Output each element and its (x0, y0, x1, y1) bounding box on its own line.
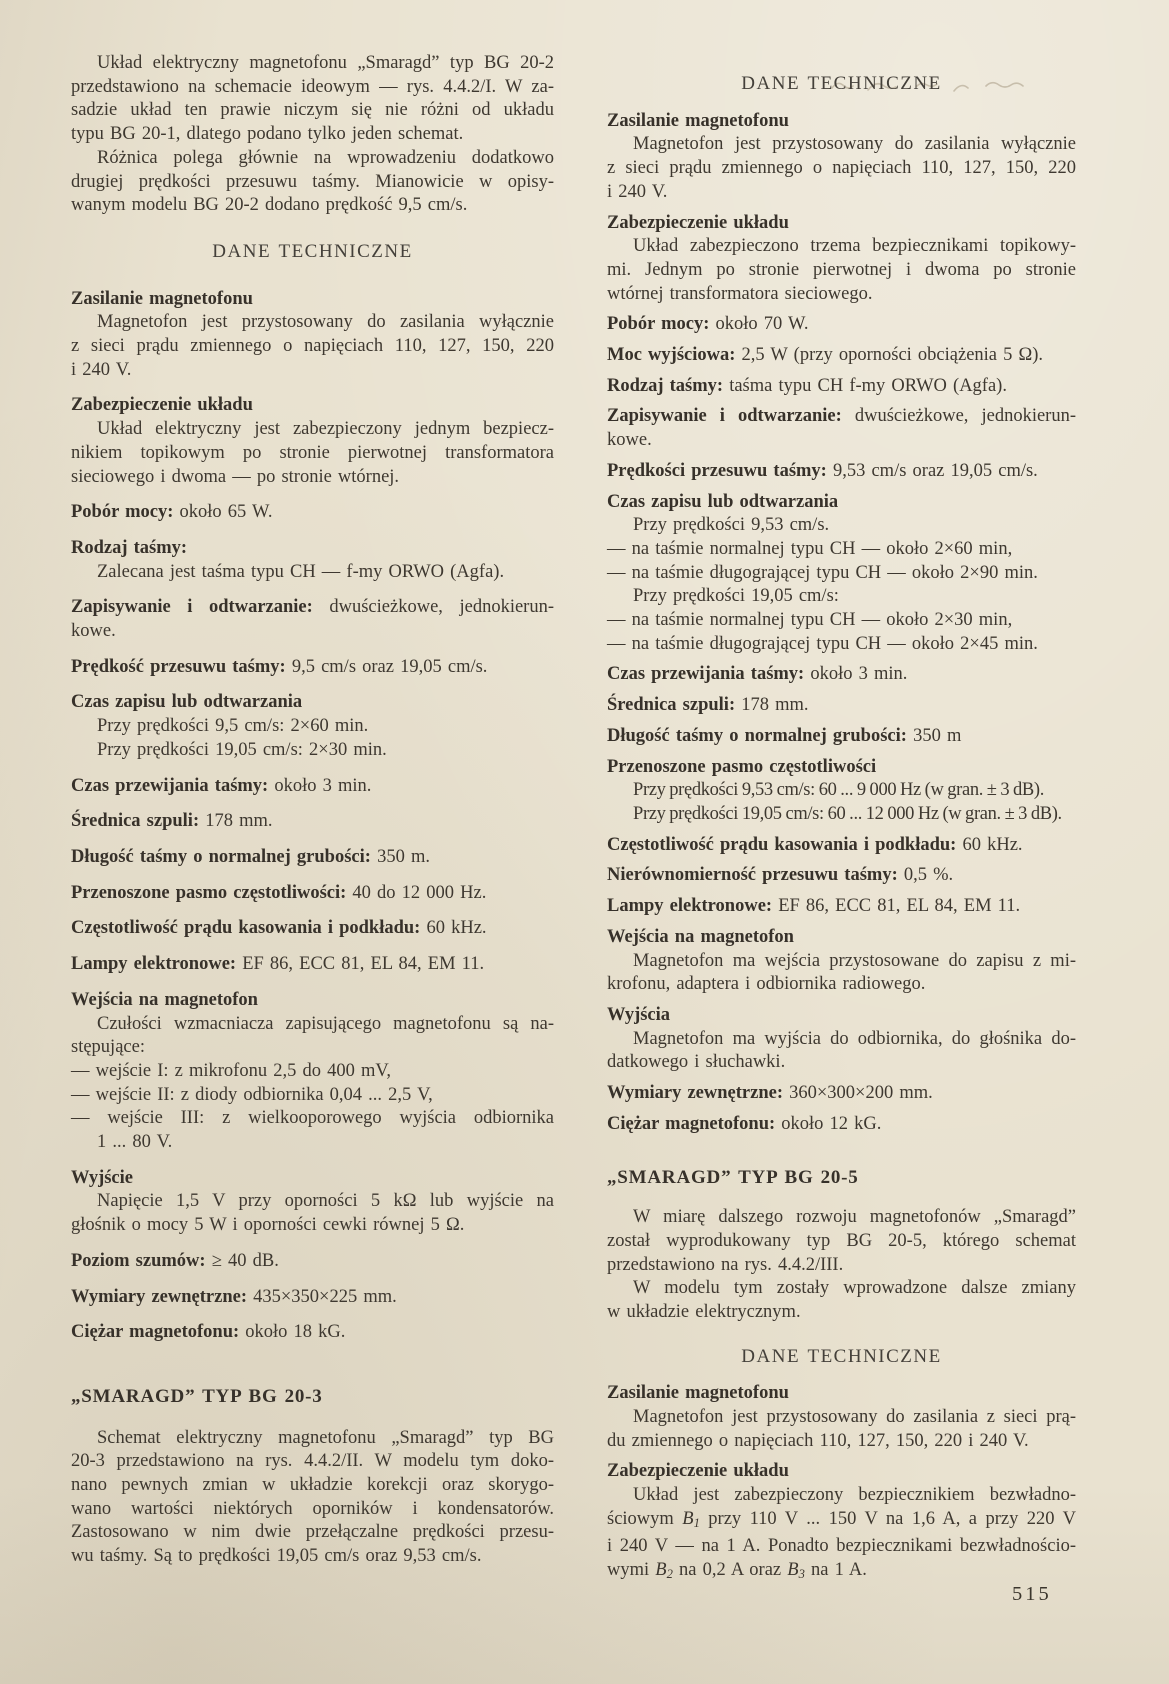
text-line: Zalecana jest taśma typu CH — f-my ORWO (Agfa). (97, 561, 505, 582)
spec-entry (607, 834, 1076, 858)
paragraph (71, 311, 554, 382)
paragraph (71, 561, 554, 585)
text-line: 1 ... 80 V. (97, 1132, 173, 1153)
text-line: DANE TECHNICZNE (741, 1345, 942, 1367)
subheading (71, 989, 554, 1013)
spec-entry (71, 501, 554, 525)
spec-entry (607, 460, 1076, 484)
text-line: Napięcie 1,5 V przy oporności 5 kΩ lub wyjście na (97, 1191, 554, 1212)
text-line: Ciężar magnetofonu: około 18 kG. (71, 1322, 346, 1343)
data-heading (71, 240, 554, 264)
text-line: Lampy elektronowe: EF 86, ECC 81, EL 84, EM 11. (71, 954, 485, 975)
subheading (607, 110, 1076, 134)
text-line: Układ jest zabezpieczony bezpiecznikiem bezwładno- (633, 1485, 1076, 1506)
spec-entry (607, 344, 1076, 368)
text-line: „SMARAGD” TYP BG 20-5 (607, 1167, 859, 1189)
text-line: Magnetofon jest przystosowany do zasilania wyłącznie (633, 134, 1076, 155)
spec-entry (71, 1321, 554, 1345)
text-line: głośnik o mocy 5 W i oporności cewki równej 5 Ω. (71, 1215, 465, 1236)
text-line: W modelu tym zostały wprowadzone dalsze zmiany (633, 1278, 1076, 1299)
text-line: Przy prędkości 19,05 cm/s: (633, 586, 839, 607)
text-line: i 240 V — na 1 A. Ponadto bezpiecznikami bezwładnościo- (607, 1536, 1076, 1557)
text-line: krofonu, adaptera i odbiornika radiowego. (607, 974, 926, 995)
text-line: nikiem topikowym po stronie pierwotnej transformatora (71, 442, 554, 463)
spec-entry (607, 1113, 1076, 1137)
subheading (607, 926, 1076, 950)
text-line: Magnetofon jest przystosowany do zasilania z sieci prą- (633, 1407, 1076, 1428)
spec-entry (607, 405, 1076, 452)
text-line: Zabezpieczenie układu (71, 395, 253, 416)
text-line: Moc wyjściowa: 2,5 W (przy oporności obciążenia 5 Ω). (607, 345, 1044, 366)
text-line: i 240 V. (607, 181, 668, 202)
text-line: przedstawiono na schemacie ideowym — rys. 4.4.2/I. W za- (71, 76, 554, 97)
paragraph (607, 1028, 1076, 1075)
paragraph (71, 147, 554, 218)
spec-entry (71, 1286, 554, 1310)
text-line: „SMARAGD” TYP BG 20-3 (71, 1385, 323, 1407)
text-line: wanym modelu BG 20-2 dodano prędkość 9,5 cm/s. (71, 195, 468, 216)
text-line: mi. Jednym po stronie pierwotnej i dwoma po stronie (607, 259, 1076, 280)
text-line: Częstotliwość prądu kasowania i podkładu: 60 kHz. (607, 834, 1023, 855)
text-line: wano wartości niektórych oporników i kondensatorów. (71, 1498, 554, 1519)
paragraph (71, 1427, 554, 1569)
subheading (607, 491, 1076, 515)
subheading (607, 1382, 1076, 1406)
text-line: Długość taśmy o normalnej grubości: 350 m. (71, 846, 430, 867)
subheading (607, 212, 1076, 236)
text-line: — na taśmie długogrającej typu CH — około 2×90 min. (607, 562, 1038, 583)
subheading (607, 1460, 1076, 1484)
text-line: kowe. (71, 621, 116, 642)
text-line: Rodzaj taśmy: taśma typu CH f-my ORWO (Agfa). (607, 375, 1007, 396)
text-line: Przy prędkości 19,05 cm/s: 2×30 min. (97, 739, 387, 760)
text-line: stępujące: (71, 1037, 145, 1058)
text-line: Czas przewijania taśmy: około 3 min. (607, 664, 908, 685)
text-line: Średnica szpuli: 178 mm. (71, 811, 273, 832)
text-line: Zastosowano w nim dwie przełączalne prędkości przesu- (71, 1522, 554, 1543)
text-line: 20-3 przedstawiono na rys. 4.4.2/II. W modelu tym doko- (71, 1451, 554, 1472)
paragraph (607, 1206, 1076, 1277)
text-line: Wymiary zewnętrzne: 360×300×200 mm. (607, 1083, 933, 1104)
text-line: Przenoszone pasmo częstotliwości: 40 do 12 000 Hz. (71, 882, 487, 903)
subheading (71, 288, 554, 312)
paragraph (71, 715, 554, 762)
text-line: — wejście I: z mikrofonu 2,5 do 400 mV, (71, 1060, 391, 1081)
spec-entry (71, 775, 554, 799)
text-line: Zabezpieczenie układu (607, 212, 789, 233)
text-line: — na taśmie długogrającej typu CH — około 2×45 min. (607, 633, 1038, 654)
page-number: 515 (1012, 1583, 1052, 1605)
text-line: Wejścia na magnetofon (607, 926, 794, 947)
text-line: du zmiennego o napięciach 110, 127, 150, 220 i 240 V. (607, 1430, 1029, 1451)
text-line: w układzie elektrycznym. (607, 1301, 801, 1322)
spec-entry (71, 917, 554, 941)
text-line: Wejścia na magnetofon (71, 989, 258, 1010)
text-line: Zasilanie magnetofonu (71, 288, 253, 309)
column-right (607, 52, 1076, 1587)
paragraph (607, 1406, 1076, 1453)
model-heading (71, 1385, 554, 1409)
text-line: wu taśmy. Są to prędkości 19,05 cm/s oraz 9,53 cm/s. (71, 1546, 482, 1567)
text-line: Przy prędkości 9,53 cm/s. (633, 515, 830, 536)
text-line: z sieci prądu zmiennego o napięciach 110, 127, 150, 220 (607, 158, 1076, 179)
text-line: Prędkość przesuwu taśmy: 9,5 cm/s oraz 19,05 cm/s. (71, 656, 488, 677)
paragraph (71, 1013, 554, 1155)
text-line: Magnetofon ma wejścia przystosowane do zapisu z mi- (633, 950, 1076, 971)
text-line: Zasilanie magnetofonu (607, 110, 789, 131)
subheading (71, 394, 554, 418)
text-line: Układ elektryczny magnetofonu „Smaragd” typ BG 20-2 (97, 53, 554, 73)
spec-entry (607, 864, 1076, 888)
text-line: — na taśmie normalnej typu CH — około 2×60 min, (607, 538, 1013, 559)
text-line: kowe. (607, 430, 652, 451)
paragraph (607, 133, 1076, 204)
spec-entry (607, 313, 1076, 337)
text-line: Wymiary zewnętrzne: 435×350×225 mm. (71, 1286, 397, 1307)
data-heading (607, 1345, 1076, 1369)
text-line: Pobór mocy: około 65 W. (71, 502, 273, 523)
text-line: Zasilanie magnetofonu (607, 1383, 789, 1404)
text-line: Magnetofon ma wyjścia do odbiornika, do głośnika do- (633, 1028, 1076, 1049)
text-line: Średnica szpuli: 178 mm. (607, 695, 809, 716)
spec-entry (607, 375, 1076, 399)
text-line: — wejście III: z wielkooporowego wyjścia odbiornika (71, 1108, 554, 1129)
text-line: Ciężar magnetofonu: około 12 kG. (607, 1113, 882, 1134)
text-line: Czas przewijania taśmy: około 3 min. (71, 775, 372, 796)
text-line: nano pewnych zmian w układzie korekcji oraz skorygo- (71, 1475, 554, 1496)
text-line: Wyjścia (607, 1004, 671, 1025)
text-line: Zabezpieczenie układu (607, 1461, 789, 1482)
text-line: przedstawiono na rys. 4.4.2/III. (607, 1254, 844, 1275)
text-line: Nierównomierność przesuwu taśmy: 0,5 %. (607, 865, 954, 886)
spec-entry (607, 725, 1076, 749)
text-line: Poziom szumów: ≥ 40 dB. (71, 1250, 279, 1271)
spec-entry (71, 537, 554, 561)
paragraph (607, 514, 1076, 656)
text-line: — wejście II: z diody odbiornika 0,04 ... 2,5 V, (71, 1084, 433, 1105)
spec-entry (607, 895, 1076, 919)
text-line: Przy prędkości 19,05 cm/s: 60 ... 12 000 Hz (w gran. ± 3 dB). (633, 803, 1062, 824)
subheading (71, 691, 554, 715)
paragraph (607, 779, 1076, 826)
paragraph (607, 235, 1076, 306)
text-line: W miarę dalszego rozwoju magnetofonów „Smaragd” (633, 1207, 1076, 1228)
text-line: Przy prędkości 9,5 cm/s: 2×60 min. (97, 716, 369, 737)
text-line: sadzie układ ten prawie niczym się nie różni od układu (71, 100, 554, 121)
subheading (71, 1167, 554, 1191)
text-line: Czułości wzmacniacza zapisującego magnetofonu są na- (97, 1013, 554, 1034)
text-line: Prędkości przesuwu taśmy: 9,53 cm/s oraz 19,05 cm/s. (607, 460, 1038, 481)
text-line: wtórnej transformatora sieciowego. (607, 283, 873, 304)
paragraph (71, 418, 554, 489)
text-line: datkowego i słuchawki. (607, 1052, 786, 1073)
subheading (607, 756, 1076, 780)
paragraph (607, 1277, 1076, 1324)
subheading (607, 1004, 1076, 1028)
text-line: Pobór mocy: około 70 W. (607, 314, 809, 335)
text-line: Czas zapisu lub odtwarzania (71, 692, 303, 713)
spec-entry (71, 1250, 554, 1274)
text-line: Czas zapisu lub odtwarzania (607, 491, 839, 512)
spec-entry (71, 810, 554, 834)
spec-entry (71, 596, 554, 643)
text-line: Zapisywanie i odtwarzanie: dwuścieżkowe, jednokierun- (607, 406, 1076, 427)
spec-entry (71, 882, 554, 906)
spec-entry (71, 953, 554, 977)
text-line: Częstotliwość prądu kasowania i podkładu: 60 kHz. (71, 918, 487, 939)
text-line: — na taśmie normalnej typu CH — około 2×30 min, (607, 610, 1013, 631)
spec-entry (71, 846, 554, 870)
text-line: Układ elektryczny jest zabezpieczony jednym bezpiecz- (97, 419, 554, 440)
text-line: i 240 V. (71, 359, 132, 380)
text-line: został wyprodukowany typ BG 20-5, którego schemat (607, 1230, 1076, 1251)
paragraph (71, 52, 554, 147)
text-line: Różnica polega głównie na wprowadzeniu dodatkowo (97, 147, 554, 168)
text-line: drugiej prędkości przesuwu taśmy. Mianowicie w opisy- (71, 171, 554, 192)
text-line: z sieci prądu zmiennego o napięciach 110, 127, 150, 220 (71, 336, 554, 357)
spec-entry (607, 1082, 1076, 1106)
text-line: Zapisywanie i odtwarzanie: dwuścieżkowe, jednokierun- (71, 597, 554, 618)
paragraph (607, 1484, 1076, 1586)
text-line: Przy prędkości 9,53 cm/s: 60 ... 9 000 Hz (w gran. ± 3 dB). (633, 780, 1045, 801)
text-line: sieciowego i dwoma — po stronie wtórnej. (71, 466, 400, 487)
text-line: Wyjście (71, 1167, 133, 1188)
text-line: Układ zabezpieczono trzema bezpiecznikami topikowy- (633, 236, 1076, 257)
model-heading (607, 1166, 1076, 1190)
text-line: Magnetofon jest przystosowany do zasilania wyłącznie (97, 312, 554, 333)
data-heading (607, 72, 1076, 96)
spec-entry (607, 663, 1076, 687)
spec-entry (71, 656, 554, 680)
paragraph (607, 950, 1076, 997)
text-line: Lampy elektronowe: EF 86, ECC 81, EL 84, EM 11. (607, 896, 1021, 917)
spec-entry (607, 694, 1076, 718)
text-line: wymi B2 na 0,2 A oraz B3 na 1 A. (607, 1560, 867, 1581)
paragraph (71, 1190, 554, 1237)
text-line: DANE TECHNICZNE (741, 73, 942, 94)
text-line: Rodzaj taśmy: (71, 537, 188, 558)
text-line: Schemat elektryczny magnetofonu „Smaragd” typ BG (97, 1427, 554, 1448)
text-line: ściowym B1 przy 110 V ... 150 V na 1,6 A, a przy 220 V (607, 1508, 1076, 1530)
column-left (71, 52, 554, 1569)
text-line: Długość taśmy o normalnej grubości: 350 m (607, 725, 962, 746)
text-line: typu BG 20-1, dlatego podano tylko jeden schemat. (71, 124, 464, 145)
text-line: Przenoszone pasmo częstotliwości (607, 756, 877, 777)
text-line: DANE TECHNICZNE (212, 240, 413, 262)
